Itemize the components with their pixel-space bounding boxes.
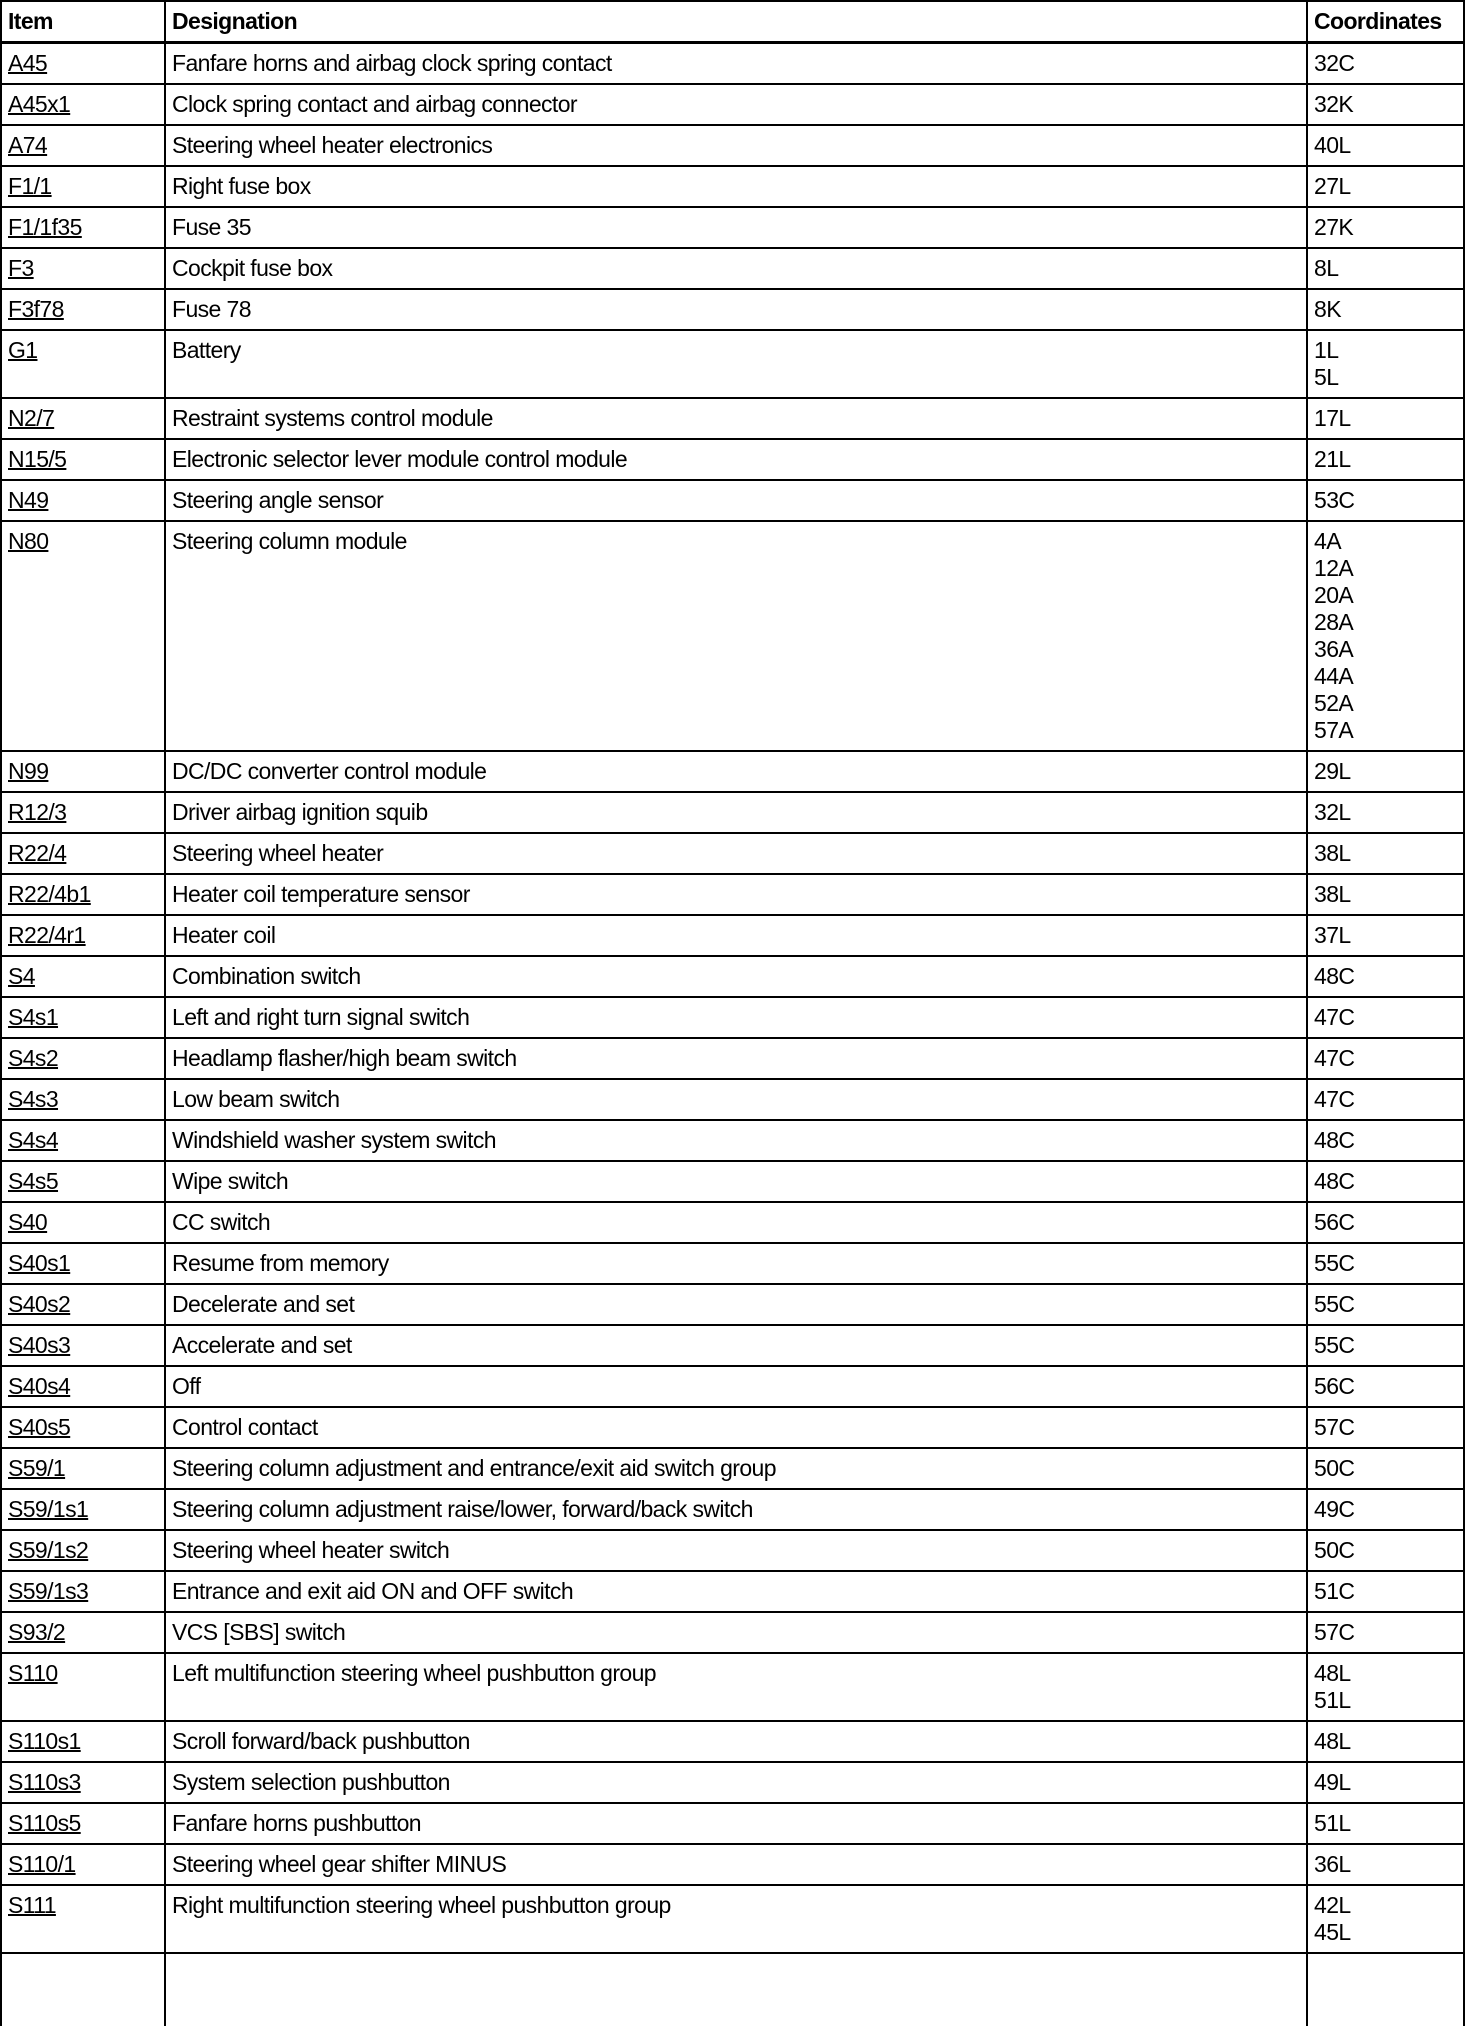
coordinate-value: 20A — [1314, 582, 1457, 609]
table-row — [1, 207, 1464, 248]
item-cell — [1, 43, 165, 85]
table-row — [1, 439, 1464, 480]
coordinate-value: 56C — [1314, 1373, 1457, 1400]
coordinate-value: 49C — [1314, 1496, 1457, 1523]
item-cell — [1, 1448, 165, 1489]
coordinates-cell — [1307, 330, 1464, 398]
coordinate-value: 51C — [1314, 1578, 1457, 1605]
item-cell — [1, 1366, 165, 1407]
table-row — [1, 833, 1464, 874]
coordinates-cell — [1307, 1885, 1464, 1953]
coordinates-cell — [1307, 1161, 1464, 1202]
item-link[interactable]: N15/5 — [8, 446, 66, 472]
table-row — [1, 289, 1464, 330]
item-cell — [1, 1612, 165, 1653]
coordinate-value: 8L — [1314, 255, 1457, 282]
coordinate-value: 40L — [1314, 132, 1457, 159]
item-link[interactable]: A74 — [8, 132, 47, 158]
item-link[interactable]: A45x1 — [8, 91, 70, 117]
coordinate-value: 49L — [1314, 1769, 1457, 1796]
designation-cell: Left and right turn signal switch — [165, 997, 1307, 1038]
coordinate-value: 48L — [1314, 1728, 1457, 1755]
item-cell — [1, 1202, 165, 1243]
table-row — [1, 1161, 1464, 1202]
item-cell — [1, 1407, 165, 1448]
designation-cell: Accelerate and set — [165, 1325, 1307, 1366]
item-cell — [1, 1325, 165, 1366]
designation-cell: Windshield washer system switch — [165, 1120, 1307, 1161]
designation-cell: Driver airbag ignition squib — [165, 792, 1307, 833]
item-cell — [1, 1489, 165, 1530]
coordinates-cell — [1307, 480, 1464, 521]
item-cell — [1, 751, 165, 792]
coordinate-value: 29L — [1314, 758, 1457, 785]
coordinate-value: 28A — [1314, 609, 1457, 636]
coordinates-cell — [1307, 1284, 1464, 1325]
table-row — [1, 956, 1464, 997]
coordinates-cell — [1307, 1489, 1464, 1530]
coordinates-cell — [1307, 1202, 1464, 1243]
item-cell — [1, 398, 165, 439]
coordinates-cell — [1307, 289, 1464, 330]
item-link[interactable]: S110s1 — [8, 1728, 81, 1754]
coordinates-cell — [1307, 84, 1464, 125]
table-row — [1, 874, 1464, 915]
coordinates-cell — [1307, 1366, 1464, 1407]
coordinate-value: 50C — [1314, 1455, 1457, 1482]
item-link[interactable]: R22/4r1 — [8, 922, 86, 948]
item-link[interactable]: S4s4 — [8, 1127, 58, 1153]
designation-cell: Clock spring contact and airbag connector — [165, 84, 1307, 125]
item-link[interactable]: S40 — [8, 1209, 47, 1235]
coordinate-value: 32C — [1314, 50, 1457, 77]
header-coordinates: Coordinates — [1307, 1, 1464, 43]
coordinate-value: 56C — [1314, 1209, 1457, 1236]
item-link[interactable]: G1 — [8, 337, 37, 363]
coordinate-value: 32K — [1314, 91, 1457, 118]
coordinates-cell — [1307, 1325, 1464, 1366]
item-link[interactable]: A45 — [8, 50, 47, 76]
coordinate-value: 27K — [1314, 214, 1457, 241]
item-link[interactable]: S110 — [8, 1660, 58, 1686]
designation-cell: Steering wheel heater — [165, 833, 1307, 874]
table-row — [1, 125, 1464, 166]
coordinates-cell — [1307, 1571, 1464, 1612]
item-cell — [1, 956, 165, 997]
coordinate-value: 45L — [1314, 1919, 1457, 1946]
coordinate-value: 47C — [1314, 1086, 1457, 1113]
coordinates-cell — [1307, 1243, 1464, 1284]
table-row — [1, 1202, 1464, 1243]
table-row — [1, 1325, 1464, 1366]
item-link[interactable]: S40s1 — [8, 1250, 70, 1276]
designation-cell: Right multifunction steering wheel pushbutton group — [165, 1885, 1307, 1953]
coordinates-cell — [1307, 956, 1464, 997]
designation-cell: Steering angle sensor — [165, 480, 1307, 521]
item-cell — [1, 330, 165, 398]
coordinate-value: 1L — [1314, 337, 1457, 364]
coordinate-value: 42L — [1314, 1892, 1457, 1919]
item-cell — [1, 248, 165, 289]
item-cell — [1, 1038, 165, 1079]
designation-cell: Steering column adjustment and entrance/exit aid switch group — [165, 1448, 1307, 1489]
item-cell — [1, 1762, 165, 1803]
item-cell — [1, 1284, 165, 1325]
table-body — [1, 43, 1464, 2026]
item-link[interactable]: S40s4 — [8, 1373, 70, 1399]
item-cell — [1, 439, 165, 480]
coordinates-cell — [1307, 833, 1464, 874]
designation-cell: Restraint systems control module — [165, 398, 1307, 439]
item-link[interactable]: N49 — [8, 487, 48, 513]
coordinates-cell — [1307, 792, 1464, 833]
item-cell — [1, 166, 165, 207]
coordinate-value: 55C — [1314, 1250, 1457, 1277]
table-row — [1, 1721, 1464, 1762]
coordinates-cell — [1307, 398, 1464, 439]
item-cell — [1, 84, 165, 125]
coordinate-value: 38L — [1314, 840, 1457, 867]
item-cell — [1, 289, 165, 330]
item-link[interactable]: N99 — [8, 758, 48, 784]
item-link[interactable]: N2/7 — [8, 405, 54, 431]
item-link[interactable]: F1/1f35 — [8, 214, 82, 240]
coordinates-cell — [1307, 1038, 1464, 1079]
coordinate-value: 32L — [1314, 799, 1457, 826]
designation-cell: Steering column module — [165, 521, 1307, 751]
designation-cell: Steering wheel gear shifter MINUS — [165, 1844, 1307, 1885]
table-row — [1, 1079, 1464, 1120]
item-cell — [1, 1885, 165, 1953]
designation-cell: Decelerate and set — [165, 1284, 1307, 1325]
header-row — [1, 1, 1464, 43]
item-cell — [1, 997, 165, 1038]
item-link[interactable]: F3f78 — [8, 296, 64, 322]
empty-row — [1, 1953, 1464, 2026]
coordinate-value: 48C — [1314, 1168, 1457, 1195]
table-row — [1, 792, 1464, 833]
item-cell — [1, 1120, 165, 1161]
table-row — [1, 1803, 1464, 1844]
coordinates-cell — [1307, 1803, 1464, 1844]
table-row — [1, 330, 1464, 398]
table-row — [1, 1844, 1464, 1885]
table-row — [1, 997, 1464, 1038]
table-row — [1, 1284, 1464, 1325]
item-cell — [1, 207, 165, 248]
table-row — [1, 1571, 1464, 1612]
coordinates-cell — [1307, 1762, 1464, 1803]
coordinate-value: 48C — [1314, 1127, 1457, 1154]
coordinate-value: 52A — [1314, 690, 1457, 717]
item-cell — [1, 833, 165, 874]
item-link[interactable]: S4s1 — [8, 1004, 58, 1030]
coordinate-value: 8K — [1314, 296, 1457, 323]
coordinate-value: 4A — [1314, 528, 1457, 555]
coordinates-cell — [1307, 1721, 1464, 1762]
designation-cell: Heater coil temperature sensor — [165, 874, 1307, 915]
empty-cell — [165, 1953, 1307, 2026]
coordinate-value: 57A — [1314, 717, 1457, 744]
designation-cell: Steering wheel heater electronics — [165, 125, 1307, 166]
table-row — [1, 166, 1464, 207]
item-link[interactable]: S59/1 — [8, 1455, 65, 1481]
item-cell — [1, 915, 165, 956]
coordinate-value: 51L — [1314, 1687, 1457, 1714]
item-cell — [1, 874, 165, 915]
item-cell — [1, 1571, 165, 1612]
item-link[interactable]: S110/1 — [8, 1851, 76, 1877]
coordinates-cell — [1307, 248, 1464, 289]
item-link[interactable]: S93/2 — [8, 1619, 65, 1645]
coordinate-value: 36L — [1314, 1851, 1457, 1878]
item-link[interactable]: S40s5 — [8, 1414, 70, 1440]
coordinate-value: 21L — [1314, 446, 1457, 473]
designation-cell: Control contact — [165, 1407, 1307, 1448]
item-link[interactable]: S4 — [8, 963, 35, 989]
item-link[interactable]: S111 — [8, 1892, 56, 1918]
designation-cell: Fanfare horns pushbutton — [165, 1803, 1307, 1844]
table-row — [1, 84, 1464, 125]
designation-cell: Resume from memory — [165, 1243, 1307, 1284]
item-cell — [1, 1653, 165, 1721]
table-row — [1, 521, 1464, 751]
item-link[interactable]: S59/1s1 — [8, 1496, 88, 1522]
table-row — [1, 248, 1464, 289]
table-row — [1, 1120, 1464, 1161]
designation-cell: DC/DC converter control module — [165, 751, 1307, 792]
item-link[interactable]: S59/1s3 — [8, 1578, 88, 1604]
coordinate-value: 5L — [1314, 364, 1457, 391]
item-link[interactable]: S4s3 — [8, 1086, 58, 1112]
item-link[interactable]: F3 — [8, 255, 34, 281]
table-row — [1, 1407, 1464, 1448]
table-row — [1, 1762, 1464, 1803]
coordinates-cell — [1307, 43, 1464, 85]
header-designation: Designation — [165, 1, 1307, 43]
table-row — [1, 1243, 1464, 1284]
item-link[interactable]: S110s5 — [8, 1810, 81, 1836]
coordinates-cell — [1307, 751, 1464, 792]
table-row — [1, 915, 1464, 956]
coordinates-cell — [1307, 1612, 1464, 1653]
coordinates-cell — [1307, 997, 1464, 1038]
designation-cell: VCS [SBS] switch — [165, 1612, 1307, 1653]
table-row — [1, 43, 1464, 85]
designation-cell: Off — [165, 1366, 1307, 1407]
designation-cell: Fuse 78 — [165, 289, 1307, 330]
table-row — [1, 398, 1464, 439]
table-row — [1, 1530, 1464, 1571]
coordinates-cell — [1307, 1530, 1464, 1571]
coordinate-value: 57C — [1314, 1414, 1457, 1441]
coordinates-cell — [1307, 1079, 1464, 1120]
coordinates-cell — [1307, 125, 1464, 166]
designation-cell: Cockpit fuse box — [165, 248, 1307, 289]
table-row — [1, 1489, 1464, 1530]
item-link[interactable]: S59/1s2 — [8, 1537, 88, 1563]
designation-cell: Headlamp flasher/high beam switch — [165, 1038, 1307, 1079]
table-row — [1, 1448, 1464, 1489]
coordinates-cell — [1307, 1653, 1464, 1721]
item-link[interactable]: S110s3 — [8, 1769, 81, 1795]
table-row — [1, 1612, 1464, 1653]
coordinate-value: 47C — [1314, 1004, 1457, 1031]
coordinate-value: 53C — [1314, 487, 1457, 514]
item-cell — [1, 521, 165, 751]
designation-cell: CC switch — [165, 1202, 1307, 1243]
coordinate-value: 57C — [1314, 1619, 1457, 1646]
designation-cell: Combination switch — [165, 956, 1307, 997]
coordinate-value: 55C — [1314, 1332, 1457, 1359]
item-link[interactable]: R22/4 — [8, 840, 66, 866]
coordinate-value: 38L — [1314, 881, 1457, 908]
coordinate-value: 48C — [1314, 963, 1457, 990]
header-item: Item — [1, 1, 165, 43]
designation-cell: System selection pushbutton — [165, 1762, 1307, 1803]
coordinates-cell — [1307, 207, 1464, 248]
item-link[interactable]: S4s5 — [8, 1168, 58, 1194]
designation-cell: Fuse 35 — [165, 207, 1307, 248]
coordinates-cell — [1307, 1407, 1464, 1448]
item-cell — [1, 480, 165, 521]
designation-cell: Electronic selector lever module control module — [165, 439, 1307, 480]
empty-cell — [1307, 1953, 1464, 2026]
item-link[interactable]: S40s3 — [8, 1332, 70, 1358]
coordinates-cell — [1307, 439, 1464, 480]
table-row — [1, 480, 1464, 521]
coordinate-value: 36A — [1314, 636, 1457, 663]
coordinate-value: 27L — [1314, 173, 1457, 200]
item-cell — [1, 1844, 165, 1885]
designation-cell: Heater coil — [165, 915, 1307, 956]
designation-cell: Left multifunction steering wheel pushbutton group — [165, 1653, 1307, 1721]
designation-cell: Low beam switch — [165, 1079, 1307, 1120]
coordinate-value: 55C — [1314, 1291, 1457, 1318]
coordinate-value: 50C — [1314, 1537, 1457, 1564]
item-cell — [1, 1803, 165, 1844]
item-cell — [1, 1530, 165, 1571]
coordinate-value: 47C — [1314, 1045, 1457, 1072]
table-row — [1, 751, 1464, 792]
item-cell — [1, 125, 165, 166]
item-cell — [1, 1079, 165, 1120]
table-row — [1, 1366, 1464, 1407]
table-row — [1, 1885, 1464, 1953]
item-cell — [1, 792, 165, 833]
designation-cell: Right fuse box — [165, 166, 1307, 207]
coordinates-cell — [1307, 1120, 1464, 1161]
coordinates-cell — [1307, 521, 1464, 751]
designation-cell: Battery — [165, 330, 1307, 398]
coordinates-cell — [1307, 1448, 1464, 1489]
item-link[interactable]: S40s2 — [8, 1291, 70, 1317]
coordinate-value: 12A — [1314, 555, 1457, 582]
coordinate-value: 17L — [1314, 405, 1457, 432]
coordinates-cell — [1307, 166, 1464, 207]
coordinate-value: 51L — [1314, 1810, 1457, 1837]
designation-cell: Steering column adjustment raise/lower, forward/back switch — [165, 1489, 1307, 1530]
coordinate-value: 37L — [1314, 922, 1457, 949]
table-row — [1, 1038, 1464, 1079]
item-cell — [1, 1161, 165, 1202]
item-link[interactable]: R12/3 — [8, 799, 66, 825]
table-row — [1, 1653, 1464, 1721]
coordinate-value: 48L — [1314, 1660, 1457, 1687]
coordinates-cell — [1307, 915, 1464, 956]
item-link[interactable]: S4s2 — [8, 1045, 58, 1071]
designation-cell: Scroll forward/back pushbutton — [165, 1721, 1307, 1762]
item-link[interactable]: F1/1 — [8, 173, 52, 199]
empty-cell — [1, 1953, 165, 2026]
designation-cell: Wipe switch — [165, 1161, 1307, 1202]
designation-cell: Fanfare horns and airbag clock spring contact — [165, 43, 1307, 85]
coordinate-value: 44A — [1314, 663, 1457, 690]
coordinates-cell — [1307, 874, 1464, 915]
designation-cell: Entrance and exit aid ON and OFF switch — [165, 1571, 1307, 1612]
item-cell — [1, 1243, 165, 1284]
item-link[interactable]: N80 — [8, 528, 48, 554]
designation-cell: Steering wheel heater switch — [165, 1530, 1307, 1571]
item-cell — [1, 1721, 165, 1762]
coordinates-cell — [1307, 1844, 1464, 1885]
item-link[interactable]: R22/4b1 — [8, 881, 91, 907]
